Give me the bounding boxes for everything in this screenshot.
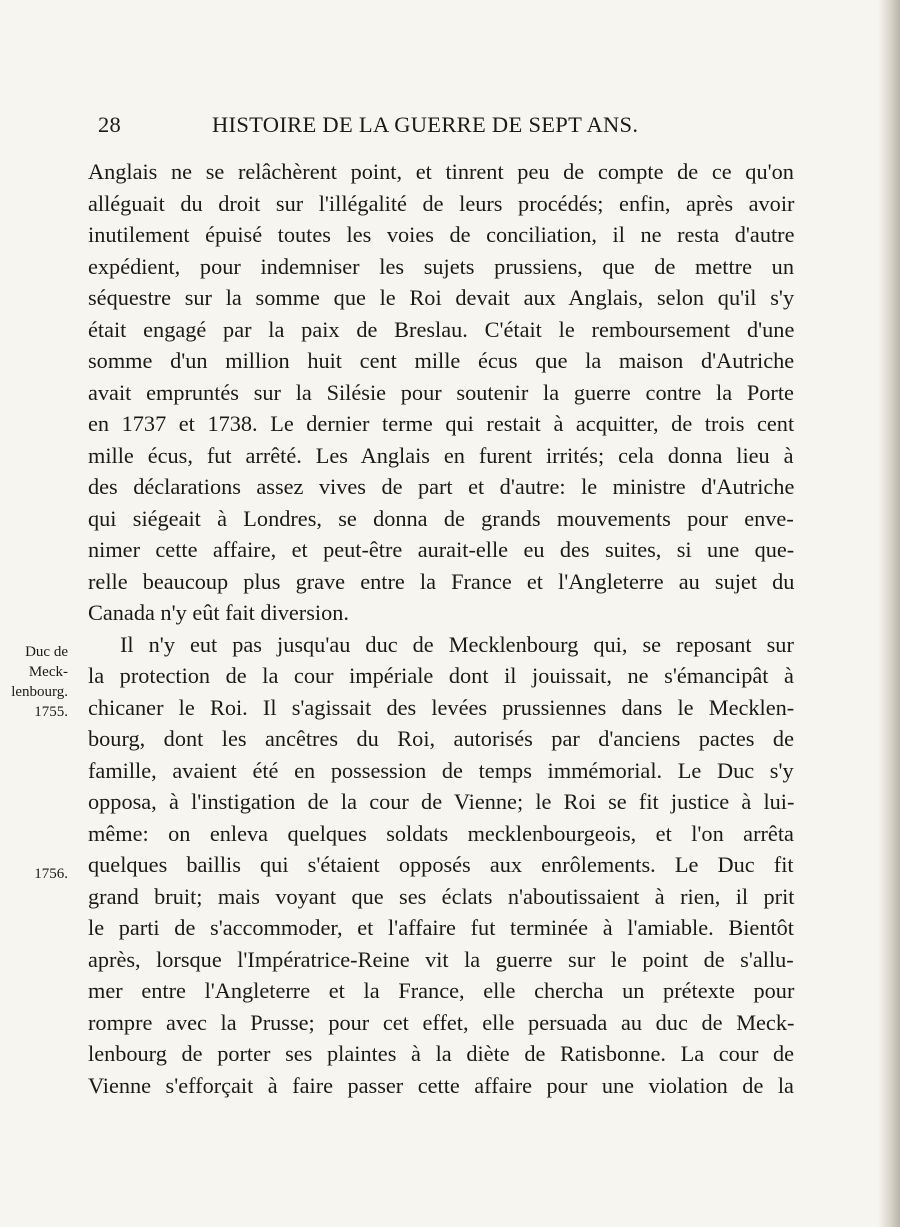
text-line: Canada n'y eût fait diversion. bbox=[88, 600, 349, 625]
text-line: nimer cette affaire, et peut-être aurait-elle eu des suites, si une que- bbox=[88, 537, 795, 562]
text-line: en 1737 et 1738. Le dernier terme qui restait à acquitter, de trois cent bbox=[88, 411, 795, 436]
margin-note-line: Meck- bbox=[28, 664, 68, 680]
margin-note-duc bbox=[6, 642, 68, 722]
text-line: même: on enleva quelques soldats mecklenbourgeois, et l'on arrêta bbox=[88, 820, 794, 846]
text-line: qui siégeait à Londres, se donna de grands mouvements pour enve- bbox=[88, 505, 794, 531]
text-line: le parti de s'accommoder, et l'affaire fut terminée à l'amiable. Bientôt bbox=[88, 915, 794, 940]
text-line: inutilement épuisé toutes les voies de conciliation, il ne resta d'autre bbox=[88, 222, 795, 247]
text-line: avait empruntés sur la Silésie pour soutenir la guerre contre la Porte bbox=[88, 379, 794, 405]
text-line: séquestre sur la somme que le Roi devait aux Anglais, selon qu'il s'y bbox=[88, 285, 795, 310]
text-line: rompre avec la Prusse; pour cet effet, elle persuada au duc de Meck- bbox=[88, 1009, 795, 1035]
margin-note-1756: 1756. bbox=[34, 866, 68, 882]
text-line: grand bruit; mais voyant que ses éclats n'aboutissaient à rien, il prit bbox=[88, 883, 795, 909]
text-line: bourg, dont les ancêtres du Roi, autorisés par d'anciens pactes de bbox=[88, 726, 794, 751]
margin-note-line: lenbourg. bbox=[11, 684, 68, 700]
text-line: après, lorsque l'Impératrice-Reine vit la guerre sur le point de s'allu- bbox=[88, 946, 794, 972]
text-line: Il n'y eut pas jusqu'au duc de Mecklenbourg qui, se reposant sur bbox=[120, 631, 794, 657]
text-line: mer entre l'Angleterre et la France, elle chercha un prétexte pour bbox=[88, 978, 795, 1003]
text-line: mille écus, fut arrêté. Les Anglais en furent irrités; cela donna lieu à bbox=[88, 442, 794, 468]
text-line: quelques baillis qui s'étaient opposés aux enrôlements. Le Duc fit bbox=[88, 852, 794, 877]
text-line: la protection de la cour impériale dont il jouissait, ne s'émancipât à bbox=[88, 663, 794, 688]
text-line: était engagé par la paix de Breslau. C'était le remboursement d'une bbox=[88, 316, 795, 342]
text-line: Vienne s'efforçait à faire passer cette affaire pour une violation de la bbox=[88, 1072, 794, 1098]
page-header bbox=[98, 112, 692, 142]
text-line: somme d'un million huit cent mille écus que la maison d'Autriche bbox=[88, 348, 795, 373]
text-line: opposa, à l'instigation de la cour de Vienne; le Roi se fit justice à lui- bbox=[88, 789, 795, 814]
text-line: famille, avaient été en possession de temps immémorial. Le Duc s'y bbox=[88, 757, 794, 783]
margin-note-line: 1755. bbox=[34, 704, 68, 720]
page-edge-shadow bbox=[878, 0, 900, 1227]
text-line: lenbourg de porter ses plaintes à la diète de Ratisbonne. La cour de bbox=[88, 1041, 795, 1066]
text-line: alléguait du droit sur l'illégalité de leurs procédés; enfin, après avoir bbox=[88, 190, 795, 216]
text-line: chicaner le Roi. Il s'agissait des levées prussiennes dans le Mecklen- bbox=[88, 694, 795, 720]
running-title: HISTOIRE DE LA GUERRE DE SEPT ANS. bbox=[212, 112, 639, 137]
text-line: expédient, pour indemniser les sujets prussiens, que de mettre un bbox=[88, 253, 794, 279]
margin-note-line: Duc de bbox=[25, 644, 68, 660]
page-number: 28 bbox=[98, 112, 122, 137]
body-text bbox=[88, 156, 794, 1101]
text-line: des déclarations assez vives de part et d'autre: le ministre d'Autriche bbox=[88, 474, 795, 499]
text-line: Anglais ne se relâchèrent point, et tinrent peu de compte de ce qu'on bbox=[88, 159, 794, 184]
text-line: relle beaucoup plus grave entre la France et l'Angleterre au sujet du bbox=[88, 568, 795, 594]
